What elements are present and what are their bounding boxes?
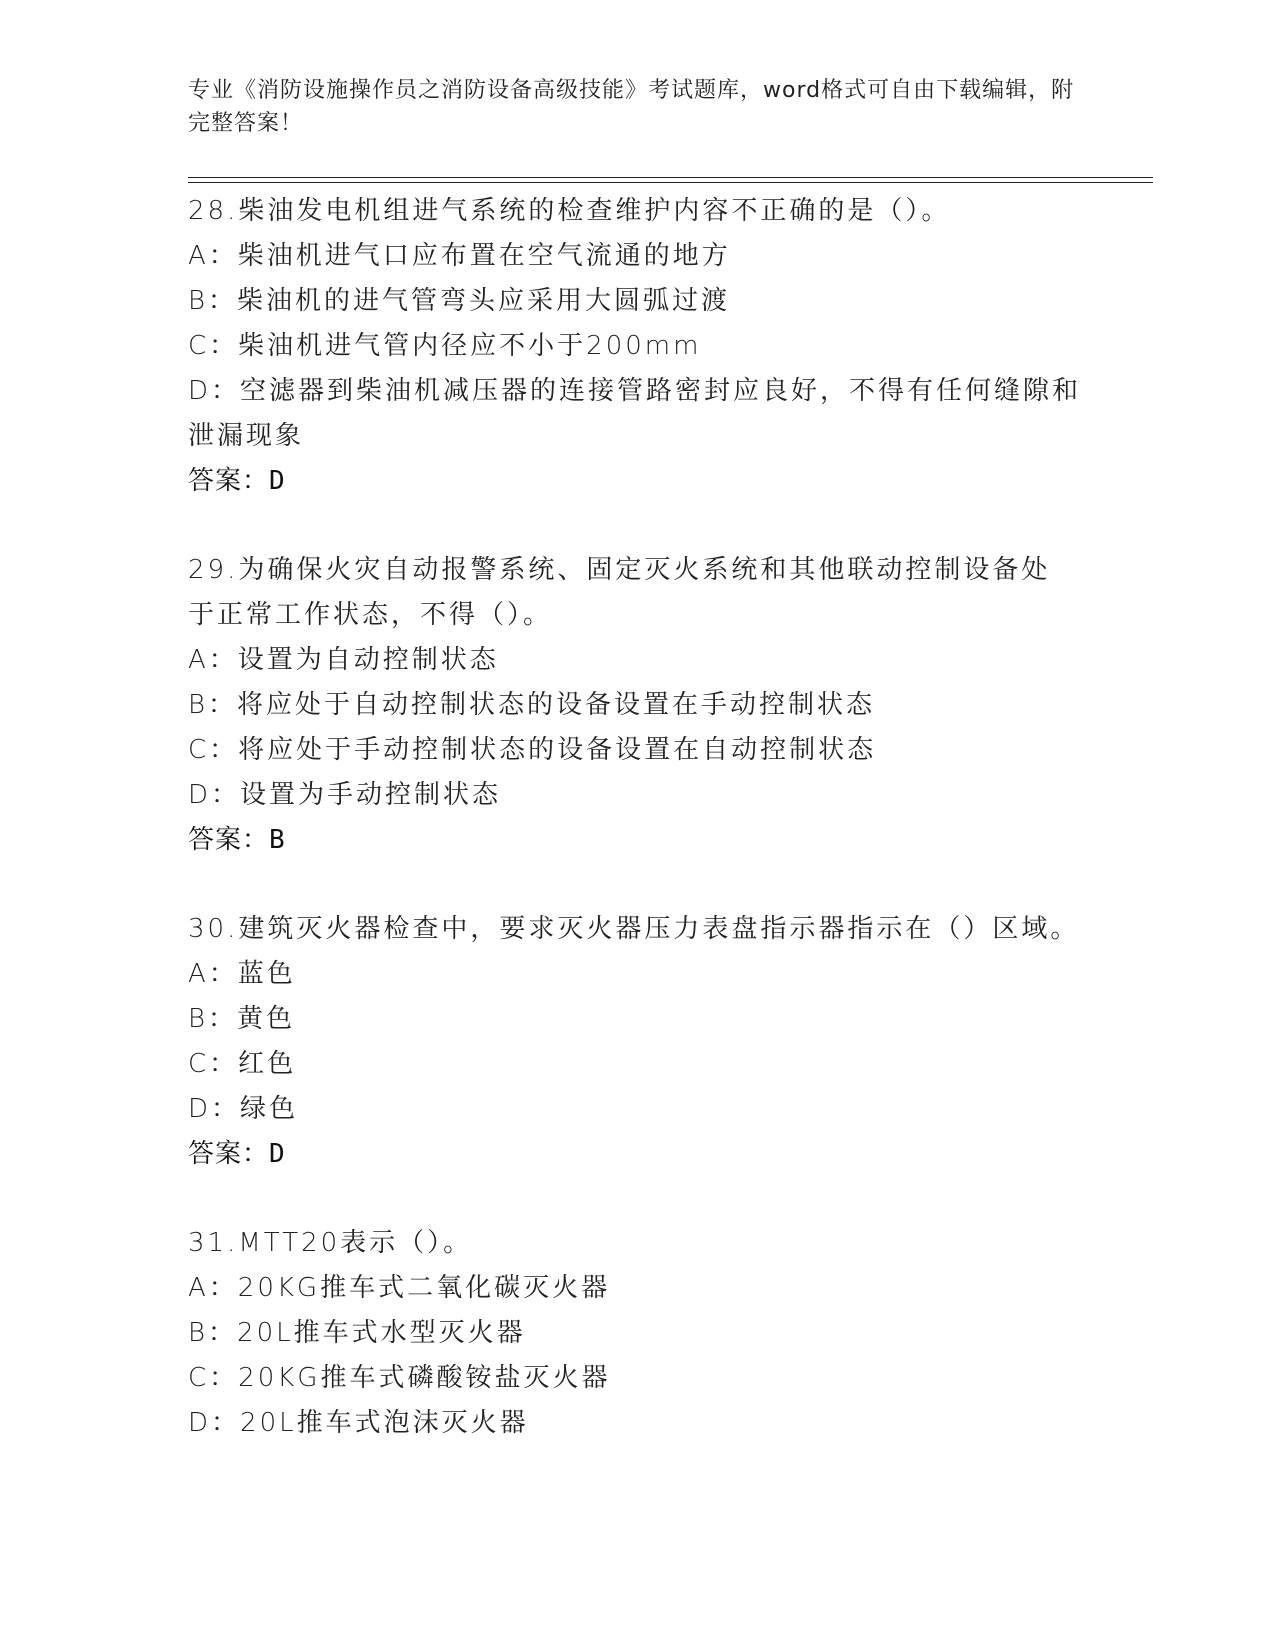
option-c xyxy=(188,1356,1093,1401)
question-stem: 30.建筑灭火器检查中，要求灭火器压力表盘指示器指示在（）区域。 xyxy=(188,914,1080,944)
option-a xyxy=(188,638,1093,683)
option-text: 20L推车式泡沫灭火器 xyxy=(240,1408,529,1438)
answer-label: 答案： xyxy=(188,1139,270,1169)
option-text: 黄色 xyxy=(237,1004,296,1034)
option-letter: A： xyxy=(188,1273,238,1303)
option-text: 蓝色 xyxy=(237,959,296,989)
answer-label: 答案： xyxy=(188,825,270,855)
option-b xyxy=(188,279,1093,324)
option-letter: B： xyxy=(188,1318,238,1348)
header-divider-top xyxy=(188,177,1153,178)
option-letter: D： xyxy=(188,376,241,406)
option-text: 红色 xyxy=(238,1049,297,1079)
question-stem: 31.MTT20表示（）。 xyxy=(188,1228,473,1258)
option-a xyxy=(188,952,1093,997)
answer-line xyxy=(188,818,1093,863)
option-letter: D： xyxy=(188,780,241,810)
option-text: 将应处于手动控制状态的设备设置在自动控制状态 xyxy=(238,735,877,765)
question-28 xyxy=(188,189,1093,504)
option-letter: B： xyxy=(188,1004,238,1034)
answer-line xyxy=(188,1132,1093,1177)
option-c xyxy=(188,324,1093,369)
option-letter: C： xyxy=(188,331,239,361)
option-text: 设置为自动控制状态 xyxy=(237,645,499,675)
option-letter: A： xyxy=(188,959,238,989)
question-list xyxy=(188,189,1093,1466)
option-b xyxy=(188,683,1093,728)
option-text: 20KG推车式磷酸铵盐灭火器 xyxy=(238,1363,611,1393)
option-d xyxy=(188,1401,1093,1446)
option-c xyxy=(188,728,1093,773)
answer-value: B xyxy=(269,825,286,855)
option-letter: D： xyxy=(188,1408,241,1438)
question-30 xyxy=(188,907,1093,1177)
option-letter: D： xyxy=(188,1094,241,1124)
option-b xyxy=(188,997,1093,1042)
option-letter: C： xyxy=(188,1049,239,1079)
option-d xyxy=(188,773,1093,818)
option-text: 设置为手动控制状态 xyxy=(240,780,502,810)
option-text: 空滤器到柴油机减压器的连接管路密封应良好，不得有任何缝隙和泄漏现象 xyxy=(188,376,1082,451)
document-header: 专业《消防设施操作员之消防设备高级技能》考试题库，word格式可自由下载编辑，附完整答案！ xyxy=(188,78,1075,136)
question-31 xyxy=(188,1221,1093,1446)
answer-value: D xyxy=(269,466,286,496)
option-letter: A： xyxy=(188,645,238,675)
question-29 xyxy=(188,548,1093,863)
option-text: 将应处于自动控制状态的设备设置在手动控制状态 xyxy=(237,690,876,720)
option-letter: C： xyxy=(188,735,239,765)
option-text: 柴油机进气口应布置在空气流通的地方 xyxy=(237,241,731,271)
option-text: 柴油机的进气管弯头应采用大圆弧过渡 xyxy=(237,286,731,316)
option-text: 柴油机进气管内径应不小于200mm xyxy=(238,331,702,361)
option-letter: B： xyxy=(188,286,238,316)
option-d xyxy=(188,1087,1093,1132)
option-b xyxy=(188,1311,1093,1356)
answer-value: D xyxy=(269,1139,286,1169)
answer-line xyxy=(188,459,1093,504)
option-text: 20KG推车式二氧化碳灭火器 xyxy=(237,1273,611,1303)
option-text: 20L推车式水型灭火器 xyxy=(237,1318,526,1348)
answer-label: 答案： xyxy=(188,466,270,496)
question-stem: 29.为确保火灾自动报警系统、固定灭火系统和其他联动控制设备处于正常工作状态，不得（）。 xyxy=(188,555,1051,630)
option-letter: B： xyxy=(188,690,238,720)
header-divider-bottom xyxy=(188,182,1153,183)
option-d xyxy=(188,369,1093,459)
option-c xyxy=(188,1042,1093,1087)
option-text: 绿色 xyxy=(240,1094,299,1124)
option-a xyxy=(188,1266,1093,1311)
option-letter: A： xyxy=(188,241,238,271)
option-a xyxy=(188,234,1093,279)
question-stem: 28.柴油发电机组进气系统的检查维护内容不正确的是（）。 xyxy=(188,196,951,226)
option-letter: C： xyxy=(188,1363,239,1393)
